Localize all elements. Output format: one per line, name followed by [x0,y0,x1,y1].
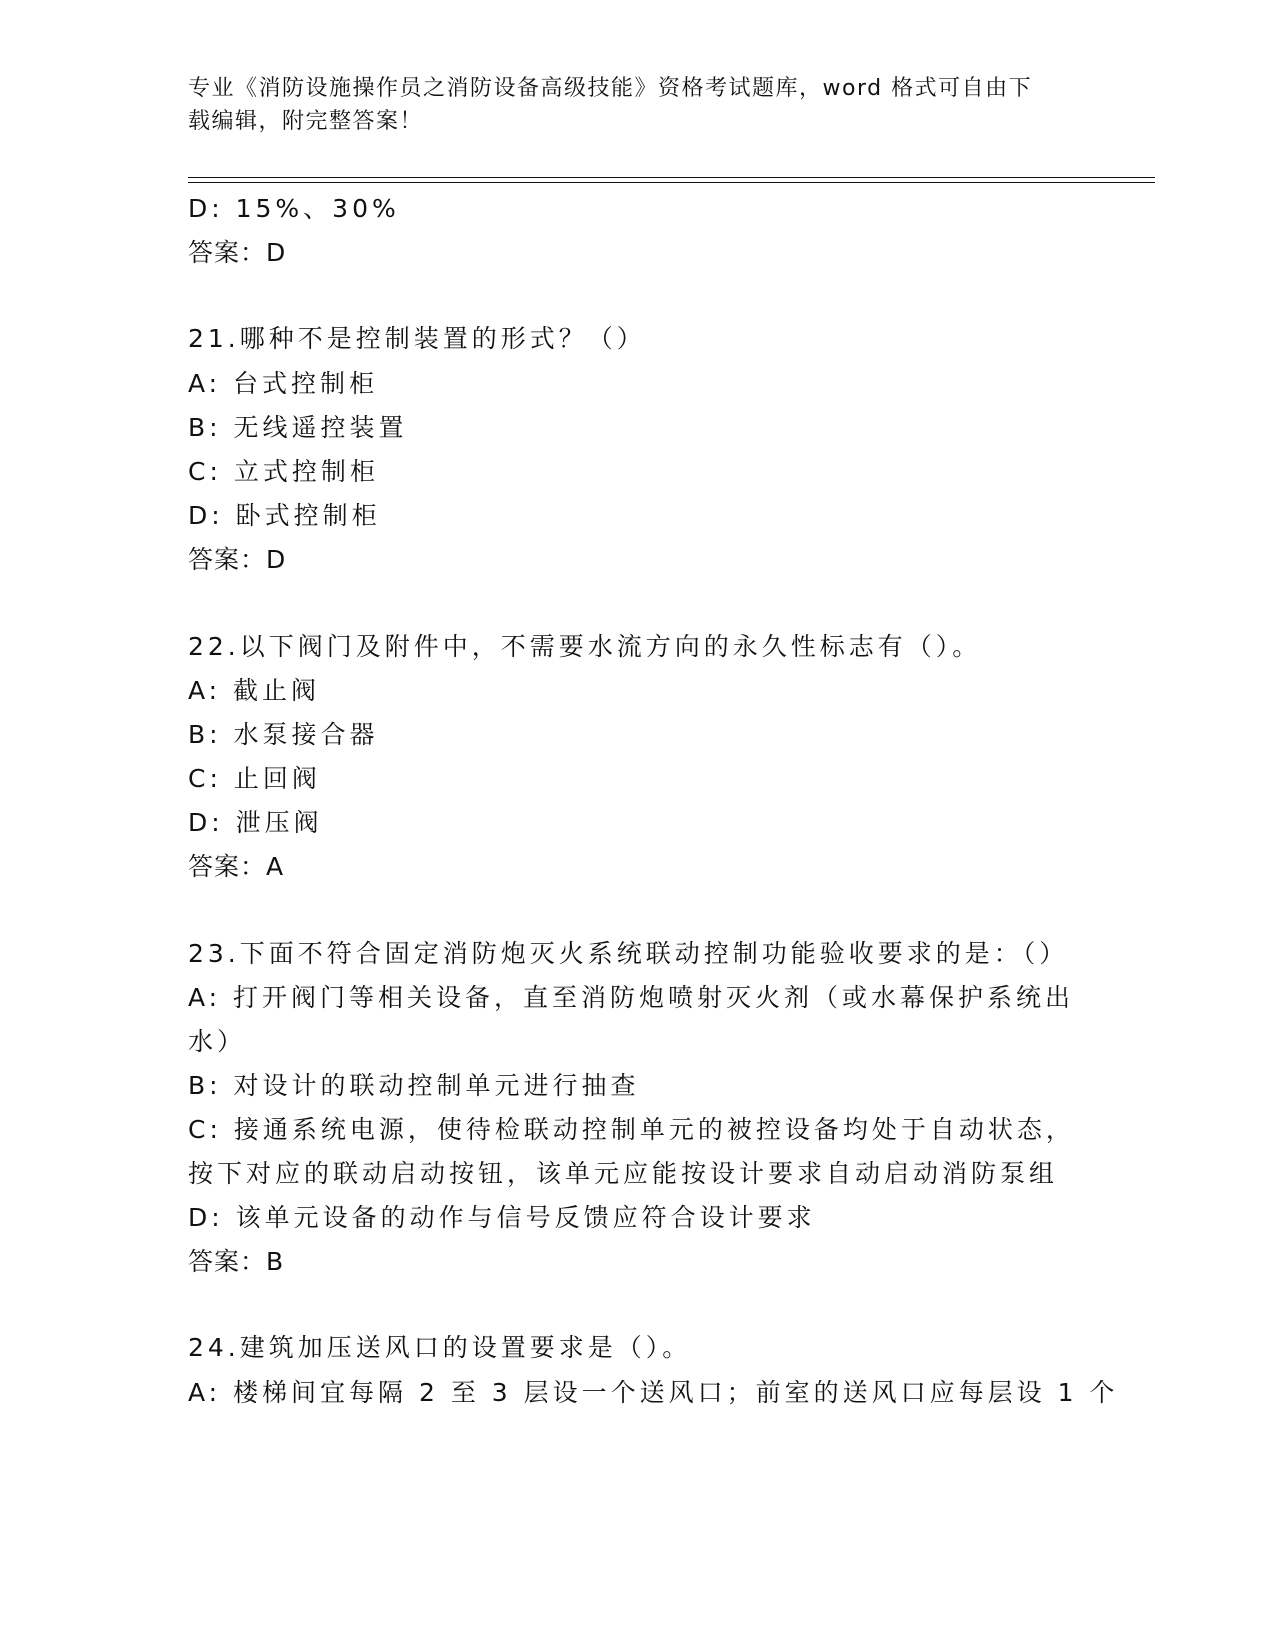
q23-option-c-continued: 按下对应的联动启动按钮，该单元应能按设计要求自动启动消防泵组 [188,1159,1059,1188]
q24-question: 24.建筑加压送风口的设置要求是（）。 [188,1333,692,1362]
q22-option-c: C: 止回阀 [188,764,321,793]
document-header [188,72,1088,138]
q20-answer: 答案：D [188,238,287,267]
q21-question: 21.哪种不是控制装置的形式？（） [188,324,646,353]
q21-option-a: A: 台式控制柜 [188,369,379,398]
q23-option-b: B: 对设计的联动控制单元进行抽查 [188,1071,640,1100]
q23-question: 23.下面不符合固定消防炮灭火系统联动控制功能验收要求的是：（） [188,939,1069,968]
header-divider-bottom [188,182,1155,183]
q22-answer: 答案：A [188,852,285,881]
q22-option-b: B: 水泵接合器 [188,720,379,749]
q21-option-b: B: 无线遥控装置 [188,413,408,442]
q22-question: 22.以下阀门及附件中，不需要水流方向的永久性标志有（）。 [188,632,982,661]
q23-option-d: D: 该单元设备的动作与信号反馈应符合设计要求 [188,1203,816,1232]
q23-option-c: C: 接通系统电源，使待检联动控制单元的被控设备均处于自动状态， [188,1115,1075,1144]
header-divider-top [188,177,1155,178]
header-line-2: 载编辑，附完整答案！ [188,109,424,134]
q24-option-a: A: 楼梯间宜每隔 2 至 3 层设一个送风口；前室的送风口应每层设 1 个 [188,1378,1119,1407]
q20-option-d: D: 15%、30% [188,194,400,223]
q21-option-c: C: 立式控制柜 [188,457,379,486]
q23-answer: 答案：B [188,1247,285,1276]
q23-option-a: A: 打开阀门等相关设备，直至消防炮喷射灭火剂（或水幕保护系统出 [188,983,1075,1012]
q23-option-a-continued: 水） [188,1027,247,1056]
q21-option-d: D: 卧式控制柜 [188,501,381,530]
q22-option-a: A: 截止阀 [188,676,321,705]
q22-option-d: D: 泄压阀 [188,808,323,837]
header-line-1: 专业《消防设施操作员之消防设备高级技能》资格考试题库，word 格式可自由下 [188,76,1033,101]
q21-answer: 答案：D [188,545,287,574]
